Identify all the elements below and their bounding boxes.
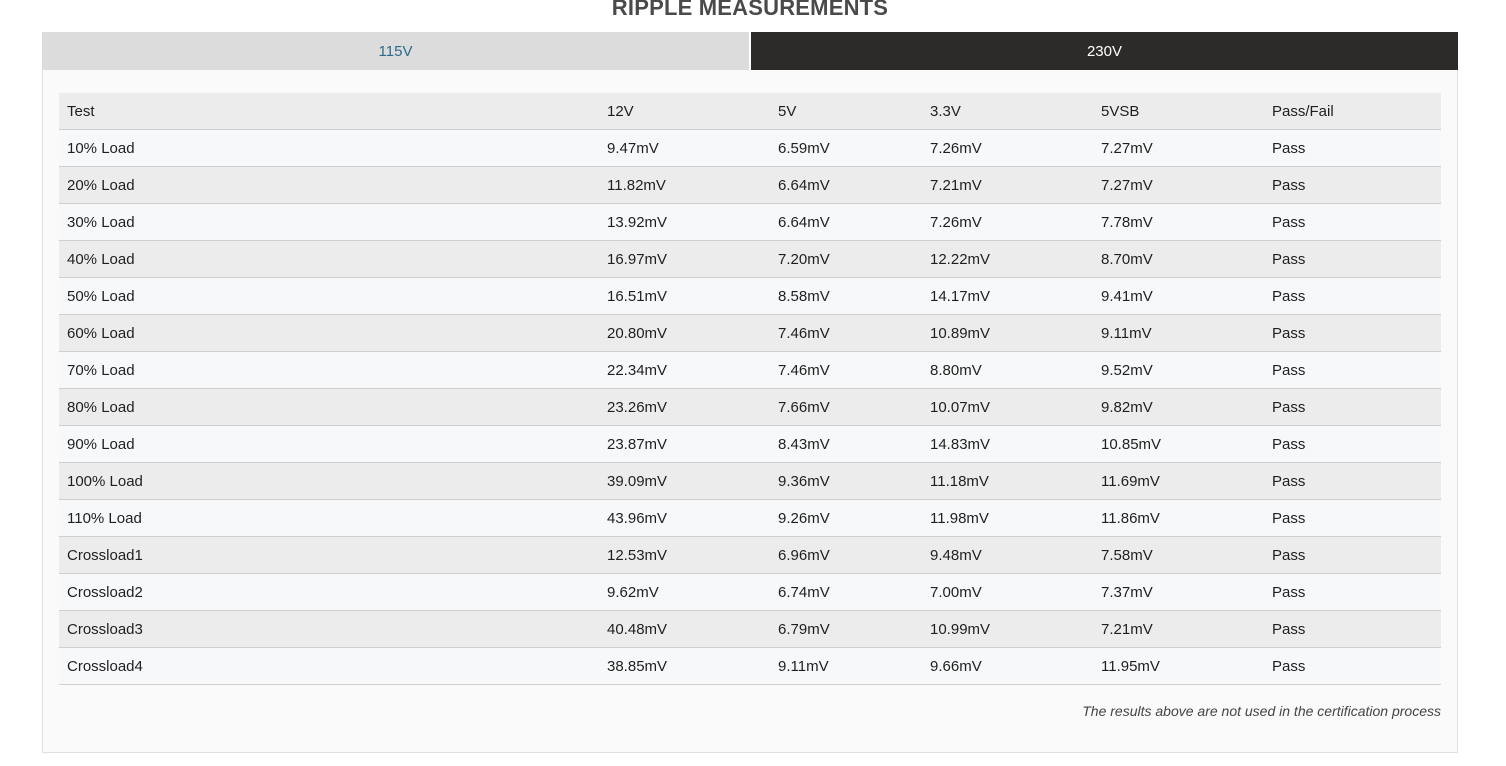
footnote: The results above are not used in the certification process [1082,703,1441,719]
value-5v-cell: 7.20mV [770,241,922,278]
value-3v3-cell: 7.21mV [922,167,1093,204]
pass-fail-cell: Pass [1264,315,1441,352]
ripple-panel [42,70,1458,753]
test-cell: 30% Load [59,204,599,241]
ripple-table [59,93,1441,685]
test-cell: Crossload4 [59,648,599,685]
pass-fail-cell: Pass [1264,574,1441,611]
pass-fail-cell: Pass [1264,389,1441,426]
value-3v3-cell: 14.17mV [922,278,1093,315]
column-header-5vsb: 5VSB [1093,93,1264,130]
value-3v3-cell: 11.98mV [922,500,1093,537]
value-3v3-cell: 14.83mV [922,426,1093,463]
value-5vsb-cell: 9.11mV [1093,315,1264,352]
test-cell: Crossload1 [59,537,599,574]
value-5vsb-cell: 7.27mV [1093,130,1264,167]
column-header-test: Test [59,93,599,130]
pass-fail-cell: Pass [1264,611,1441,648]
value-3v3-cell: 9.48mV [922,537,1093,574]
table-row [59,167,1441,204]
test-cell: 90% Load [59,426,599,463]
value-3v3-cell: 7.00mV [922,574,1093,611]
value-12v-cell: 20.80mV [599,315,770,352]
test-cell: 60% Load [59,315,599,352]
value-5vsb-cell: 7.27mV [1093,167,1264,204]
column-header-12v: 12V [599,93,770,130]
table-row [59,426,1441,463]
table-body [59,130,1441,685]
value-5vsb-cell: 10.85mV [1093,426,1264,463]
table-row [59,611,1441,648]
value-12v-cell: 9.62mV [599,574,770,611]
value-12v-cell: 38.85mV [599,648,770,685]
test-cell: 100% Load [59,463,599,500]
pass-fail-cell: Pass [1264,352,1441,389]
value-5v-cell: 9.11mV [770,648,922,685]
value-5v-cell: 6.96mV [770,537,922,574]
value-5vsb-cell: 9.82mV [1093,389,1264,426]
tab-230v[interactable]: 230V [749,32,1458,70]
value-5v-cell: 6.64mV [770,204,922,241]
value-5v-cell: 6.79mV [770,611,922,648]
voltage-tab-bar [42,32,1458,70]
table-row [59,500,1441,537]
value-5vsb-cell: 7.21mV [1093,611,1264,648]
value-12v-cell: 43.96mV [599,500,770,537]
column-header-5v: 5V [770,93,922,130]
table-row [59,204,1441,241]
value-5vsb-cell: 7.78mV [1093,204,1264,241]
table-row [59,130,1441,167]
value-5v-cell: 6.74mV [770,574,922,611]
tab-115v[interactable]: 115V [42,32,749,70]
value-12v-cell: 12.53mV [599,537,770,574]
value-5vsb-cell: 9.52mV [1093,352,1264,389]
pass-fail-cell: Pass [1264,130,1441,167]
value-5v-cell: 7.66mV [770,389,922,426]
value-3v3-cell: 11.18mV [922,463,1093,500]
value-3v3-cell: 7.26mV [922,204,1093,241]
value-12v-cell: 11.82mV [599,167,770,204]
pass-fail-cell: Pass [1264,426,1441,463]
value-12v-cell: 39.09mV [599,463,770,500]
value-3v3-cell: 10.89mV [922,315,1093,352]
value-5v-cell: 6.64mV [770,167,922,204]
table-row [59,389,1441,426]
value-5vsb-cell: 11.86mV [1093,500,1264,537]
value-3v3-cell: 9.66mV [922,648,1093,685]
table-header-row [59,93,1441,130]
value-5vsb-cell: 11.69mV [1093,463,1264,500]
value-5v-cell: 9.26mV [770,500,922,537]
pass-fail-cell: Pass [1264,241,1441,278]
column-header-pass-fail: Pass/Fail [1264,93,1441,130]
value-5v-cell: 9.36mV [770,463,922,500]
table-row [59,315,1441,352]
value-3v3-cell: 10.07mV [922,389,1093,426]
value-5vsb-cell: 9.41mV [1093,278,1264,315]
value-5vsb-cell: 7.58mV [1093,537,1264,574]
table-row [59,537,1441,574]
pass-fail-cell: Pass [1264,648,1441,685]
value-3v3-cell: 7.26mV [922,130,1093,167]
test-cell: 20% Load [59,167,599,204]
table-row [59,278,1441,315]
value-5v-cell: 8.58mV [770,278,922,315]
pass-fail-cell: Pass [1264,463,1441,500]
test-cell: Crossload2 [59,574,599,611]
table-row [59,241,1441,278]
test-cell: Crossload3 [59,611,599,648]
value-12v-cell: 22.34mV [599,352,770,389]
value-5vsb-cell: 8.70mV [1093,241,1264,278]
table-row [59,574,1441,611]
value-3v3-cell: 10.99mV [922,611,1093,648]
pass-fail-cell: Pass [1264,537,1441,574]
column-header-3v3: 3.3V [922,93,1093,130]
page-title: RIPPLE MEASUREMENTS [611,0,889,20]
value-12v-cell: 13.92mV [599,204,770,241]
table-row [59,352,1441,389]
table-row [59,648,1441,685]
value-5v-cell: 7.46mV [770,315,922,352]
value-5v-cell: 6.59mV [770,130,922,167]
pass-fail-cell: Pass [1264,204,1441,241]
value-3v3-cell: 12.22mV [922,241,1093,278]
test-cell: 110% Load [59,500,599,537]
test-cell: 10% Load [59,130,599,167]
value-5vsb-cell: 7.37mV [1093,574,1264,611]
value-5v-cell: 7.46mV [770,352,922,389]
value-12v-cell: 23.87mV [599,426,770,463]
pass-fail-cell: Pass [1264,278,1441,315]
value-12v-cell: 23.26mV [599,389,770,426]
pass-fail-cell: Pass [1264,167,1441,204]
value-5v-cell: 8.43mV [770,426,922,463]
pass-fail-cell: Pass [1264,500,1441,537]
test-cell: 80% Load [59,389,599,426]
value-12v-cell: 16.97mV [599,241,770,278]
value-12v-cell: 9.47mV [599,130,770,167]
value-12v-cell: 16.51mV [599,278,770,315]
test-cell: 50% Load [59,278,599,315]
value-3v3-cell: 8.80mV [922,352,1093,389]
value-5vsb-cell: 11.95mV [1093,648,1264,685]
value-12v-cell: 40.48mV [599,611,770,648]
test-cell: 70% Load [59,352,599,389]
table-row [59,463,1441,500]
test-cell: 40% Load [59,241,599,278]
